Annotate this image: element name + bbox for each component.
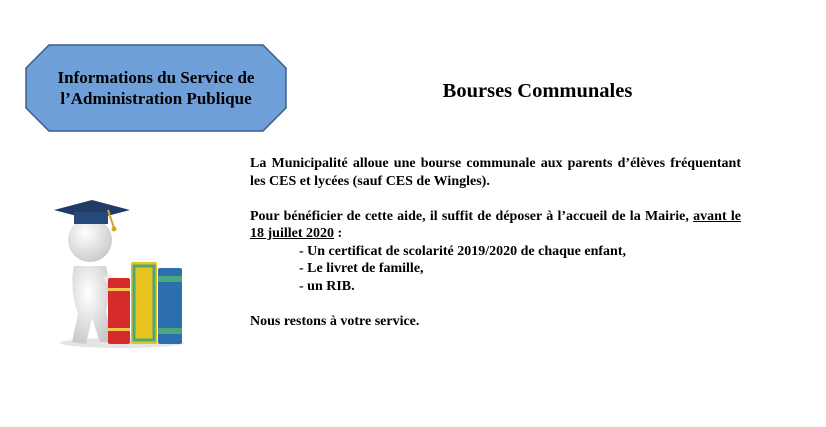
service-header-badge	[25, 44, 287, 132]
list-item: - un RIB.	[299, 278, 355, 294]
header-line-1: Informations du Service de	[57, 68, 255, 87]
instructions-text: Pour bénéficier de cette aide, il suffit de déposer à l’accueil de la Mairie,	[250, 208, 689, 224]
deadline-colon: :	[334, 226, 343, 241]
graduate-figure-with-books-icon	[48, 196, 188, 350]
header-line-2: l’Administration Publique	[60, 89, 252, 108]
document-body	[250, 155, 741, 330]
paragraph-instructions	[250, 208, 741, 243]
list-item: - Un certificat de scolarité 2019/2020 de chaque enfant,	[299, 243, 626, 259]
list-item: - Le livret de famille,	[299, 261, 424, 276]
closing-line: Nous restons à votre service.	[250, 313, 420, 329]
header-text	[25, 44, 287, 132]
paragraph-intro: La Municipalité alloue une bourse communale aux parents d’élèves fréquentant les CES et lycées (sauf CES de Wingles).	[250, 156, 741, 189]
deadline-date: avant le 18 juillet 2020	[250, 208, 741, 241]
document-title: Bourses Communales	[442, 80, 633, 102]
requirements-list	[250, 243, 741, 296]
